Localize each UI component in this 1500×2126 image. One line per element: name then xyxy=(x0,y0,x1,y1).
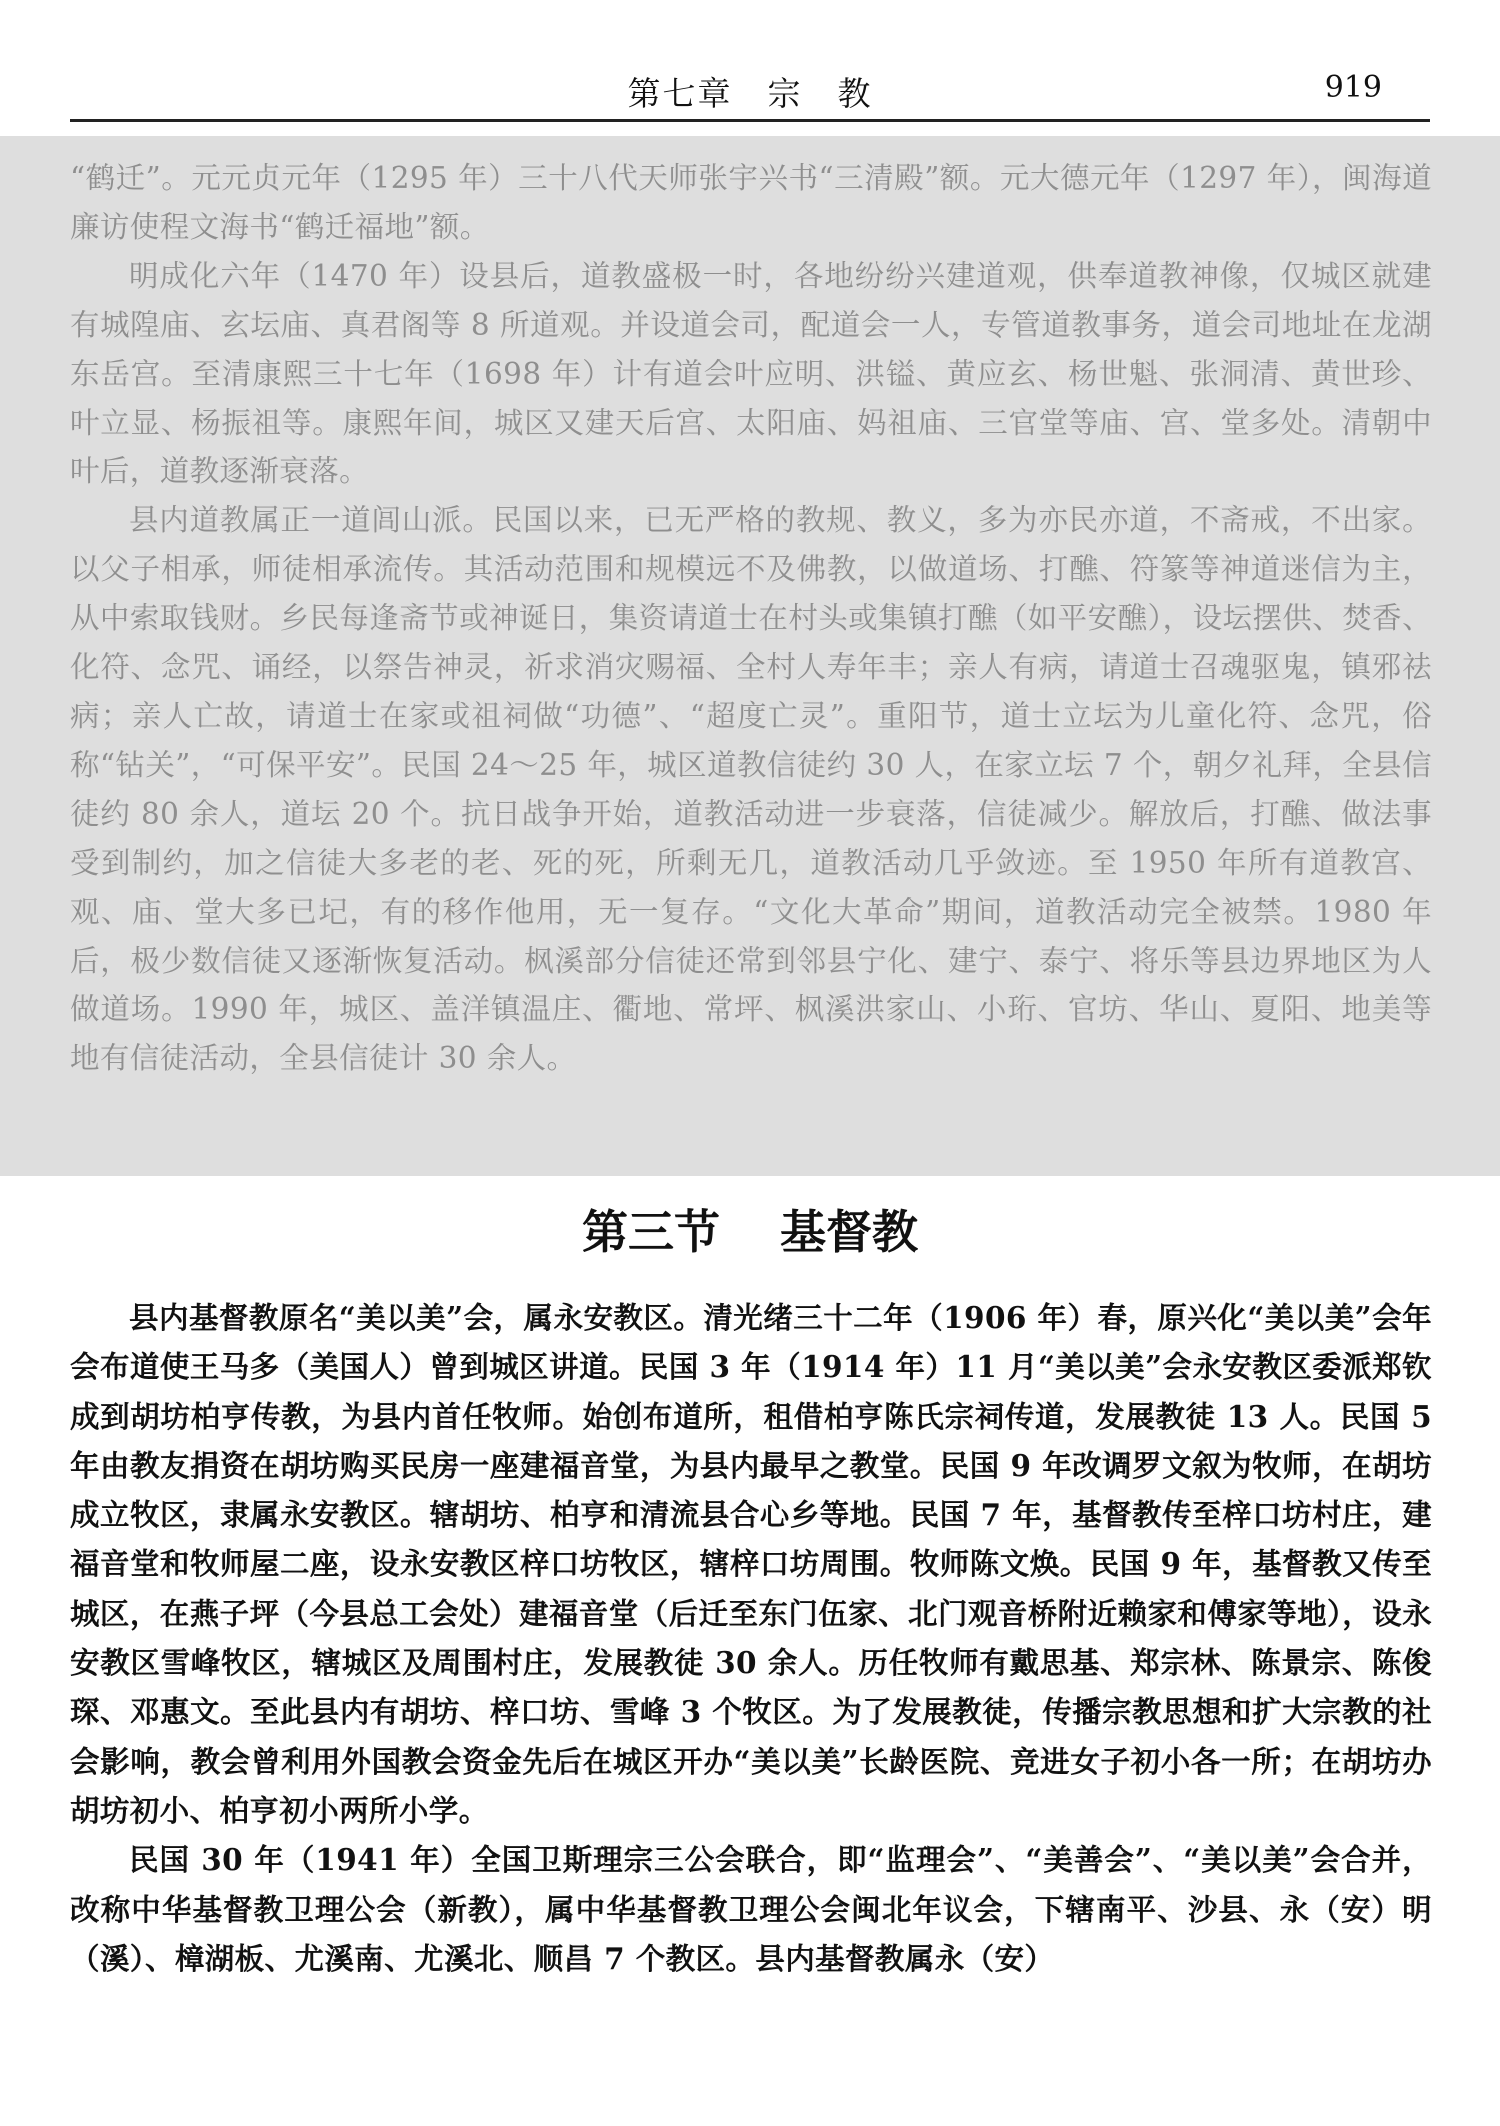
faded-section-text xyxy=(70,154,1432,1083)
paragraph: 县内基督教原名“美以美”会，属永安教区。清光绪三十二年（1906 年）春，原兴化“美以美”会年会布道使王马多（美国人）曾到城区讲道。民国 3 年（1914 年）11 月“美以美”会永安教区委派郑钦成到胡坊柏亨传教，为县内首任牧师。始创布道所，租借柏亨陈氏宗祠传道，发展教徒 13 人。民国 5 年由教友捐资在胡坊购买民房一座建福音堂，为县内最早之教堂。民国 9 年改调罗文叙为牧师，在胡坊成立牧区，隶属永安教区。辖胡坊、柏亨和清流县合心乡等地。民国 7 年，基督教传至梓口坊村庄，建福音堂和牧师屋二座，设永安教区梓口坊牧区，辖梓口坊周围。牧师陈文焕。民国 9 年，基督教又传至城区，在燕子坪（今县总工会处）建福音堂（后迁至东门伍家、北门观音桥附近赖家和傅家等地），设永安教区雪峰牧区，辖城区及周围村庄，发展教徒 30 余人。历任牧师有戴思基、郑宗林、陈景宗、陈俊琛、邓惠文。至此县内有胡坊、梓口坊、雪峰 3 个牧区。为了发展教徒，传播宗教思想和扩大宗教的社会影响，教会曾利用外国教会资金先后在城区开办“美以美”长龄医院、竞进女子初小各一所；在胡坊办胡坊初小、柏亨初小两所小学。 xyxy=(70,1300,1432,1828)
paragraph: “鹤迁”。元元贞元年（1295 年）三十八代天师张宇兴书“三清殿”额。元大德元年（1297 年），闽海道廉访使程文海书“鹤迁福地”额。 xyxy=(70,161,1432,244)
paragraph: 民国 30 年（1941 年）全国卫斯理宗三公会联合，即“监理会”、“美善会”、“美以美”会合并，改称中华基督教卫理公会（新教），属中华基督教卫理公会闽北年议会，下辖南平、沙县、永（安）明（溪）、樟湖板、尤溪南、尤溪北、顺昌 7 个教区。县内基督教属永（安） xyxy=(70,1842,1432,1976)
header-rule xyxy=(70,119,1430,122)
section-title: 基督教 xyxy=(780,1205,918,1259)
paragraph: 明成化六年（1470 年）设县后，道教盛极一时，各地纷纷兴建道观，供奉道教神像，仅城区就建有城隍庙、玄坛庙、真君阁等 8 所道观。并设道会司，配道会一人，专管道教事务，道会司地址在龙湖东岳宫。至清康熙三十七年（1698 年）计有道会叶应明、洪镒、黄应玄、杨世魁、张洞清、黄世珍、叶立显、杨振祖等。康熙年间，城区又建天后宫、太阳庙、妈祖庙、三官堂等庙、宫、堂多处。清朝中叶后，道教逐渐衰落。 xyxy=(70,258,1432,489)
section-heading xyxy=(0,1196,1500,1262)
page-number: 919 xyxy=(1324,70,1382,105)
section-number: 第三节 xyxy=(582,1205,720,1259)
chapter-title: 第七章 宗 教 xyxy=(627,74,873,113)
paragraph: 县内道教属正一道闾山派。民国以来，已无严格的教规、教义，多为亦民亦道，不斋戒，不出家。以父子相承，师徒相承流传。其活动范围和规模远不及佛教，以做道场、打醮、符篆等神道迷信为主，从中索取钱财。乡民每逢斋节或神诞日，集资请道士在村头或集镇打醮（如平安醮），设坛摆供、焚香、化符、念咒、诵经，以祭告神灵，祈求消灾赐福、全村人寿年丰；亲人有病，请道士召魂驱鬼，镇邪祛病；亲人亡故，请道士在家或祖祠做“功德”、“超度亡灵”。重阳节，道士立坛为儿童化符、念咒，俗称“钻关”，“可保平安”。民国 24～25 年，城区道教信徒约 30 人，在家立坛 7 个，朝夕礼拜，全县信徒约 80 余人，道坛 20 个。抗日战争开始，道教活动进一步衰落，信徒减少。解放后，打醮、做法事受到制约，加之信徒大多老的老、死的死，所剩无几，道教活动几乎敛迹。至 1950 年所有道教宫、观、庙、堂大多已圮，有的移作他用，无一复存。“文化大革命”期间，道教活动完全被禁。1980 年后，极少数信徒又逐渐恢复活动。枫溪部分信徒还常到邻县宁化、建宁、泰宁、将乐等县边界地区为人做道场。1990 年，城区、盖洋镇温庄、衢地、常坪、枫溪洪家山、小珩、官坊、华山、夏阳、地美等地有信徒活动，全县信徒计 30 余人。 xyxy=(70,503,1432,1076)
faded-section xyxy=(0,136,1500,1176)
section-body xyxy=(70,1293,1432,1983)
page-header xyxy=(70,64,1430,122)
